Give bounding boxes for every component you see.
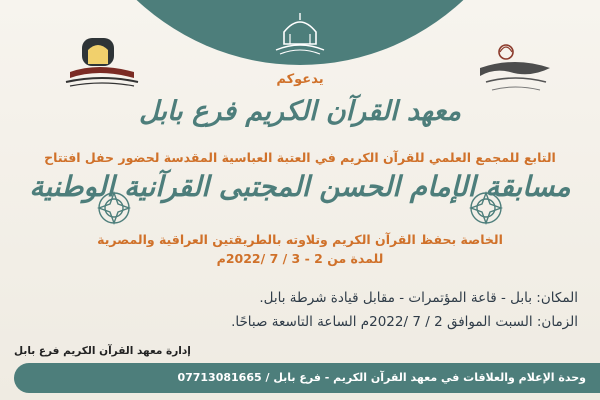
competition-calligraphy-title: مسابقة الإمام الحسن المجتبى القرآنية الوطنية <box>29 170 571 203</box>
academy-logo-icon <box>470 38 560 98</box>
time-details: الزمان: السبت الموافق 2 / 7 /2022م الساعة التاسعة صباحًا. <box>231 314 578 330</box>
competition-description: الخاصة بحفظ القرآن الكريم وتلاوته بالطريقتين العراقية والمصرية <box>97 232 503 247</box>
footer-banner <box>14 363 600 393</box>
shrine-dome-emblem <box>270 10 330 56</box>
institute-calligraphy-title: معهد القرآن الكريم فرع بابل <box>139 96 461 127</box>
right-rosette-icon <box>468 190 504 226</box>
duration-line: للمدة من 2 - 3 / 7 /2022م <box>216 251 384 266</box>
place-details: المكان: بابل - قاعة المؤتمرات - مقابل قيادة شرطة بابل. <box>259 290 578 306</box>
admin-signature: إدارة معهد القرآن الكريم فرع بابل <box>14 345 191 357</box>
invite-heading: يدعوكم <box>276 72 324 87</box>
affiliation-line: التابع للمجمع العلمي للقرآن الكريم في العتبة العباسية المقدسة لحضور حفل افتتاح <box>44 150 556 165</box>
contact-info: وحدة الإعلام والعلاقات في معهد القرآن الكريم - فرع بابل / 07713081665 <box>177 371 586 384</box>
